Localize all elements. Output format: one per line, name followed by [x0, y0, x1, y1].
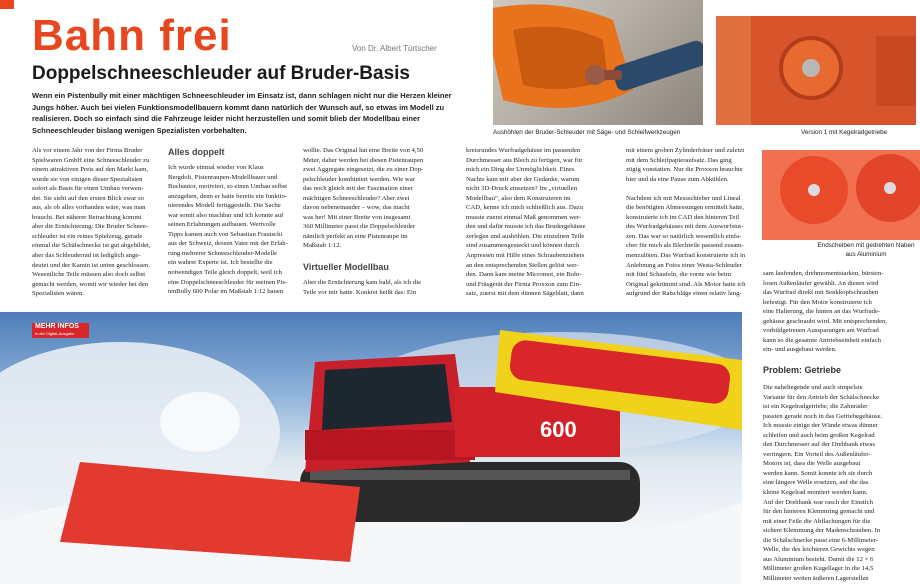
text-column-6a: sam laufenden, drehmomentstarken, bürsten- losen Außenläufer gewählt. An diesen wird das Wurfrad direkt mit Senkkopfschrauben befestigt. Für den Motor konstruierte ich eine Halterung, die hinten an das Wurfrade- gehäuse geschraubt wird. Mit entsprechenden, vorbildgetreuen Aussparungen am Wurfrad kann so die gesamte Antriebseinheit einfach ein- und ausgebaut werden. — [763, 270, 888, 354]
text-column-2: Ich wurde einmal wieder von Klaus Bergdolt, Pistenraupen-Modellbauer und Buchautor, motiviert, so einen Umbau selbst anzugehen, denn er hatte bereits ein funktio- nierendes Modell fertiggestellt. Die Sache war somit also machbar und ich konnte auf seinen Erfahrungen aufbauen. Wertvolle Tipps kamen auch von Sebastian Frautschi aus der Schweiz, dessen Vater mit der Erfah- rung mehrerer Schneeschleuder-Modelle ein wahrer Experte ist. Ich bestellte die notwendigen Teile gleich doppelt, weil ich eine Doppelschneeschleuder für meinen Pis- tenBully 600 Polar im Maßstab 1:12 bauen — [168, 164, 288, 296]
svg-text:600: 600 — [540, 417, 577, 442]
intro-paragraph: Wenn ein Pistenbully mit einer mächtigen Schneeschleuder im Einsatz ist, dann schlagen nicht nur die Herzen kleiner Jungs höher. Auch bei vielen Funktionsmodellbauern kommt dann natürlich der Wunsch auf, so etwas im Modell zu realisieren. Doch so einfach sind die Fahrzeuge leider nicht herzustellen und somit blieb der Modellbau einer Schneeschleuder bislang wenigen Spezialisten vorbehalten. — [32, 91, 452, 135]
photo-version-1-art — [716, 16, 916, 125]
article-title: Bahn frei — [32, 11, 232, 60]
text-column-6b: Die naheliegende und auch simpelste Variante für den Antrieb der Schälschnecke ist ein Kegelradgetriebe, die Zahnräder passten gerade noch in das Getriebegehäuse. Ich musste einige der Wände etwas dünner schleifen und auch beim großen Kegelrad den Durchmesser auf der Drehbank etwas verringern. Ein Vorteil des Außenläufer- Motors ist, dass die Welle ausgebaut werden kann. Somit konnte ich sie durch eine längere Welle ersetzen, auf die das kleine Kegelrad montiert werden kann. Auf der Drehbank war rasch der Einstich für den hinteren Klemmring gemacht und mit einer Feile die Abflachungen für die sichere Klemmung der Madenschrauben. In die Schälschnecke passt eine 6-Millimeter- Welle, die des leichteren Gewichts wegen aus Aluminium besteht. Damit die 12 × 6 Millimeter großen Kugellager in die 14,5 Millimeter weiten äußeren Lagerstellen — [763, 384, 883, 582]
photo-snow-groomer-art — [0, 312, 742, 584]
more-info-sub: in der Digital-Ausgabe — [35, 331, 75, 336]
author-line: Von Dr. Albert Türtscher — [352, 44, 437, 53]
photo-snow-groomer — [0, 312, 742, 584]
more-info-badge[interactable] — [32, 323, 89, 338]
heading-problem-getriebe: Problem: Getriebe — [763, 365, 842, 375]
photo-cutting-housing — [493, 0, 703, 125]
text-column-4: kreisrundes Wurfradgehäuse im passenden Durchmesser aus Blech zu fertigen, war für mich ein Ding der Unmöglichkeit. Eines Nachts kam mir aber der Gedanke, warum nicht 3D-Druck einsetzen? Im „virtuellen Modellbau“, also dem Konstruieren im CAD, kenne ich mich schließlich aus. Dazu musste zuerst einmal Maß genommen wer- den und dafür musste ich das Brudergehäuse zerlegen und aushöhlen. Die einzelnen Teile sind zusammengesteckt und können durch Anpressen mit Hilfe eines Schraubenziehers an den entsprechenden Stellen gelöst wer- den. Dann kam meine Micromot, ein Bohr- und Fräsgerät der Firma Proxxon zum Ein- satz, zuerst mit dem dünnen Sägeblatt, dann — [466, 147, 586, 298]
heading-alles-doppelt: Alles doppelt — [168, 147, 225, 157]
text-column-1: Als vor einem Jahr von der Firma Bruder Spielwaren GmbH eine Schneeschleuder zu einem attraktiven Preis auf den Markt kam, wurde sie von einigen dieser Spezialisten sofort als Basis für einen Umbau verwen- det. Sie sieht auf den ersten Blick zwar so aus, als ob alles vorhanden wäre, was man braucht. Bei näherer Betrachtung kommt aber die Ernüchterung: Die Bruder Schnee- schleuder ist ein reines Spielzeug, gerade einmal die Schälschnecke ist gut abgebildet, aber das Schleuderrad ist lediglich ange- deutet und der Kamin ist unten geschlossen. Wesentliche Teile müssen also doch selbst gemacht werden, womit wir wieder bei den Spezialisten wären. — [32, 147, 151, 298]
more-info-label: MEHR INFOS — [35, 323, 79, 330]
caption-photo2: Version 1 mit Kegelradgetriebe — [801, 129, 888, 136]
text-column-3a: wollte. Das Original hat eine Breite von 4,50 Meter, daher werden bei diesen Pistenraupen zwei Aggregate eingesetzt, die zu einer Dop- pelschleuder kombiniert werden. Wie war das noch gleich mit der Faszination einer mächtigen Schneeschleuder? Aber zwei davon nebeneinander – wow, das macht was her! Mit einer Breite von insgesamt 360 Millimeter passt die Doppelschleuder nämlich perfekt an eine Pistenraupe im Maßstab 1:12. — [303, 147, 424, 250]
text-column-5: mit einem groben Zylinderfräser und zuletzt mit dem Schleifpapieraufsatz. Das ging zügig vonstatten. Nur die Proxxon brauchte hier und da eine Pause zum Abkühlen. Nachdem ich mit Messschieber und Lineal die benötigten Abmessungen ermittelt hatte, konstruierte ich im CAD den hinteren Teil des Wurfradgehäuses mit dem Auswurfstut- zen. Das war so natürlich wesentlich einfa- cher für mich als Blechteile passend zusam- menzulöten. Das Wurfrad konstruierte ich in Anlehnung an Fotos einer Westa-Schleuder mit fünf Schaufeln, die vorne wie beim Original gekrümmt sind. Als Motor hatte ich aufgrund der Ratschläge einen relativ lang- — [626, 147, 746, 298]
heading-virtueller-modellbau: Virtueller Modellbau — [303, 262, 389, 272]
caption-photo1: Aushöhlen der Bruder-Schleuder mit Säge- und Schleifwerkzeugen — [493, 129, 681, 136]
page-corner-marker — [0, 0, 14, 9]
photo-end-discs-art — [762, 150, 920, 240]
text-column-3b: Aber die Ernüchterung kam bald, als ich die Teile vor mir hatte. Konkret heißt das: Ein — [303, 279, 422, 296]
photo-end-discs — [762, 150, 920, 240]
photo-version-1 — [716, 16, 916, 125]
photo-cutting-housing-art — [493, 0, 703, 125]
article-subtitle: Doppelschneeschleuder auf Bruder-Basis — [32, 63, 410, 84]
caption-photo3: Endscheiben mit gedrehten Naben aus Aluminium — [817, 242, 915, 258]
